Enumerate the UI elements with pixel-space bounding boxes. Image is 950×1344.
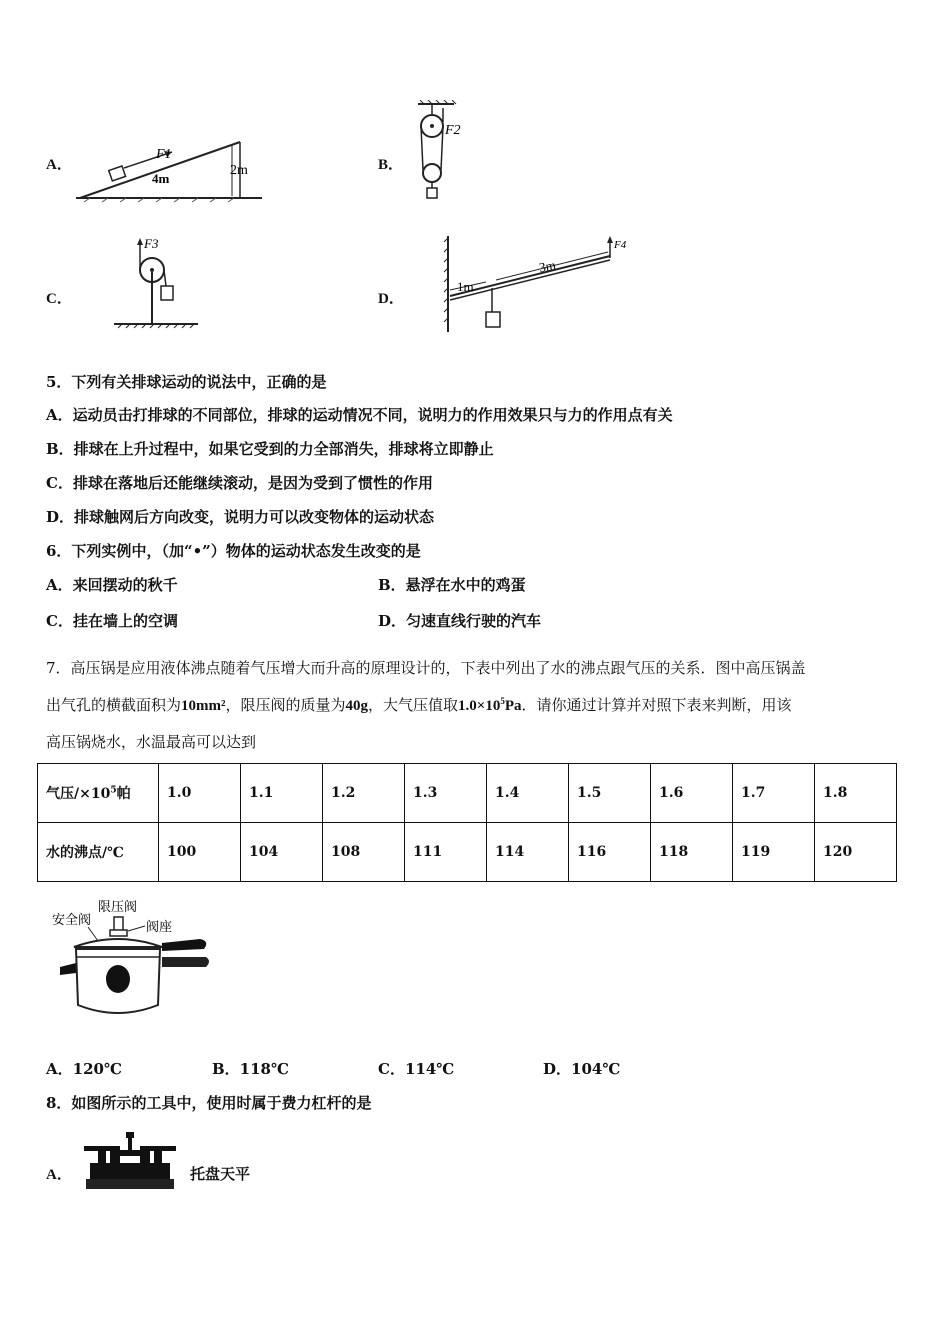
short-arm-label: 1m	[457, 279, 474, 294]
lever-figure	[440, 234, 635, 334]
q5-option-c: C．排球在落地后还能继续滚动，是因为受到了惯性的作用	[46, 474, 433, 492]
q8-stem: 8．如图所示的工具中，使用时属于费力杠杆的是	[46, 1094, 372, 1112]
pressure-cooker-figure	[50, 893, 215, 1025]
table-cell: 1.7	[733, 764, 815, 823]
table-cell: 111	[405, 823, 487, 882]
table-cell: 1.0	[159, 764, 241, 823]
balance-scale-icon	[80, 1130, 180, 1194]
table-cell: 116	[569, 823, 651, 882]
q8-option-a-text: 托盘天平	[190, 1165, 251, 1183]
q8-option-a-label: A．	[46, 1167, 72, 1183]
q7-line-3: 高压锅烧水，水温最高可以达到	[46, 733, 257, 751]
safety-valve-label: 安全阀	[52, 913, 92, 928]
table-cell: 1.2	[323, 764, 405, 823]
table-row	[38, 823, 897, 882]
boiling-point-table	[37, 763, 897, 882]
option-d-label: D．	[378, 291, 404, 307]
q7-line-1: 7．高压锅是应用液体沸点随着气压增大而升高的原理设计的，下表中列出了水的沸点跟气压的关系．图中高压锅盖	[46, 659, 806, 677]
table-cell: 114	[487, 823, 569, 882]
valve-seat-label: 阀座	[146, 920, 173, 935]
table-cell: 1.6	[651, 764, 733, 823]
q6-stem: 6．下列实例中，（加“•”）物体的运动状态发生改变的是	[46, 542, 421, 560]
table-cell: 1.8	[815, 764, 897, 823]
q5-stem: 5．下列有关排球运动的说法中，正确的是	[46, 373, 327, 391]
q7-mass: 40g	[345, 698, 369, 714]
boiling-header: 水的沸点/℃	[38, 823, 159, 882]
q7-atm-pressure: $1.0\times 10^5Pa$	[458, 696, 522, 714]
q6-option-c: C．挂在墙上的空调	[46, 612, 178, 630]
option-c-label: C．	[46, 291, 72, 307]
table-row	[38, 764, 897, 823]
option-b-label: B．	[378, 157, 404, 173]
incline-height-label: 2m	[230, 163, 248, 178]
table-cell: 1.4	[487, 764, 569, 823]
q5-option-b: B．排球在上升过程中，如果它受到的力全部消失，排球将立即静止	[46, 440, 494, 458]
q7-line-2: 出气孔的横截面积为10mm²，限压阀的质量为40g，大气压值取$1.0\times 10^5Pa$．请你通过计算并对照下表来判断，用该	[46, 696, 792, 714]
table-cell: 108	[323, 823, 405, 882]
q6-option-a: A．来回摆动的秋千	[46, 576, 178, 594]
relief-valve-label: 限压阀	[98, 900, 138, 915]
table-cell: 1.1	[241, 764, 323, 823]
table-cell: 119	[733, 823, 815, 882]
q6-option-b: B．悬浮在水中的鸡蛋	[378, 576, 526, 594]
q7-option-a: A．120℃	[46, 1060, 122, 1078]
q7-option-c: C．114℃	[378, 1060, 455, 1078]
q5-option-a: A．运动员击打排球的不同部位，排球的运动情况不同，说明力的作用效果只与力的作用点有关	[46, 406, 673, 424]
long-arm-label: 3m	[537, 257, 557, 275]
q7-option-b: B．118℃	[212, 1060, 289, 1078]
fixed-pulley-figure	[112, 232, 202, 332]
table-cell: 120	[815, 823, 897, 882]
option-a-label: A．	[46, 157, 72, 173]
q7-area: 10mm²	[181, 698, 226, 714]
table-cell: 118	[651, 823, 733, 882]
f3-label: F3	[144, 236, 159, 251]
q6-option-d: D．匀速直线行驶的汽车	[378, 612, 542, 630]
incline-length-label: 4m	[152, 171, 170, 186]
table-cell: 1.3	[405, 764, 487, 823]
q7-option-d: D．104℃	[543, 1060, 621, 1078]
f2-label: F2	[445, 123, 461, 138]
table-cell: 104	[241, 823, 323, 882]
table-cell: 100	[159, 823, 241, 882]
incline-figure	[72, 130, 267, 205]
pulley-block-figure	[410, 100, 470, 202]
f1-label: F1	[156, 147, 172, 162]
q5-option-d: D．排球触网后方向改变，说明力可以改变物体的运动状态	[46, 508, 435, 526]
f4-label: F4	[614, 239, 627, 251]
pressure-header: 气压$/\times 10^5$帕	[38, 764, 159, 823]
table-cell: 1.5	[569, 764, 651, 823]
